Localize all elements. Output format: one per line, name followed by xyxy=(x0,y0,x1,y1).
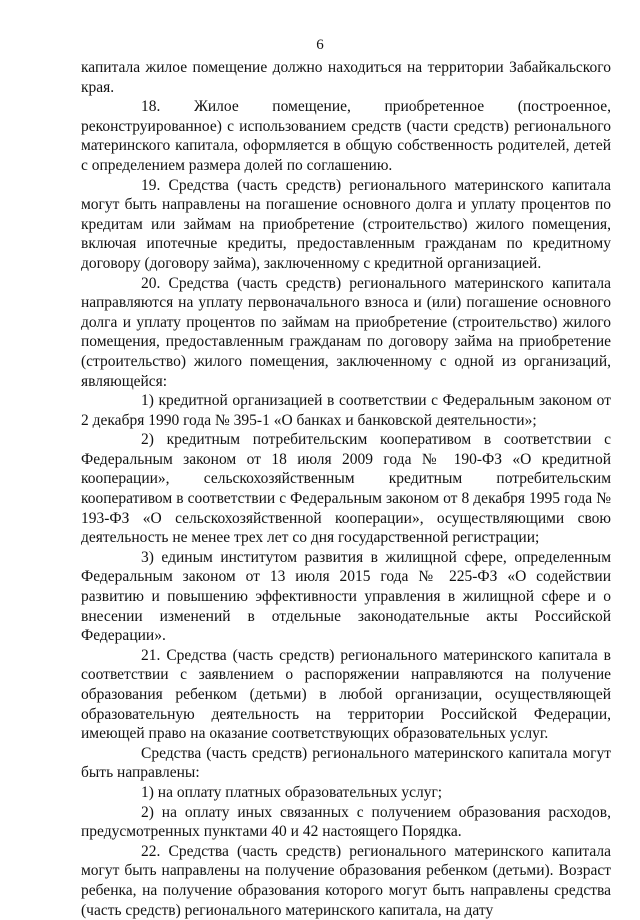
paragraph-clause-20: 20. Средства (часть средств) регионального материнского капитала направляются на уплату первоначального взноса и (или) погашение основного долга и уплату процентов по займам на приобретение (строительство) жилого помещения, предоставленным гражданам по договору займа на приобретение (строительство) жилого помещения, заключенному с одной из организаций, являющейся: xyxy=(81,274,611,390)
document-body xyxy=(81,58,611,920)
paragraph-clause-21-directions: Средства (часть средств) регионального материнского капитала могут быть направлены: xyxy=(81,744,611,782)
paragraph-clause-21: 21. Средства (часть средств) регионального материнского капитала в соответствии с заявлением о распоряжении направляются на получение образования ребенком (детьми) в любой организации, осуществляющей образовательную деятельность на территории Российской Федерации, имеющей право на оказание соответствующих образовательных услуг. xyxy=(81,646,611,743)
paragraph-clause-18: 18. Жилое помещение, приобретенное (построенное, реконструированное) с использованием средств (части средств) регионального материнского капитала, оформляется в общую собственность родителей, детей с определением размера долей по соглашению. xyxy=(81,98,611,174)
paragraph-clause-20-item-1: 1) кредитной организацией в соответствии с Федеральным законом от 2 декабря 1990 года № 395-1 «О банках и банковской деятельности»; xyxy=(81,392,611,429)
paragraph-continuation: капитала жилое помещение должно находиться на территории Забайкальского края. xyxy=(81,59,611,96)
paragraph-clause-20-item-3: 3) единым институтом развития в жилищной сфере, определенным Федеральным законом от 13 июля 2015 года № 225-ФЗ «О содействии развитию и повышению эффективности управления в жилищной сфере и о внесении изменений в отдельные законодательные акты Российской Федерации». xyxy=(81,548,611,645)
paragraph-clause-22: 22. Средства (часть средств) регионального материнского капитала могут быть направлены на получение образования ребенком (детьми). Возраст ребенка, на получение образования которого могут быть направлены средства (часть средств) регионального материнского капитала, на дату xyxy=(81,842,611,919)
paragraph-clause-21-item-2: 2) на оплату иных связанных с получением образования расходов, предусмотренных пунктами 40 и 42 настоящего Порядка. xyxy=(81,803,611,841)
page-number: 6 xyxy=(316,37,324,53)
paragraph-clause-19: 19. Средства (часть средств) регионального материнского капитала могут быть направлены на погашение основного долга и уплату процентов по кредитам или займам на приобретение (строительство) жилого помещения, включая ипотечные кредиты, предоставленным гражданам по кредитному договору (договору займа), заключенному с кредитной организацией. xyxy=(81,176,611,272)
paragraph-clause-20-item-2: 2) кредитным потребительским кооперативом в соответствии с Федеральным законом от 18 июля 2009 года № 190-ФЗ «О кредитной кооперации», сельскохозяйственным кредитным потребительским кооперативом в соответствии с Федеральным законом от 8 декабря 1995 года № 193-ФЗ «О сельскохозяйственной кооперации», осуществляющими свою деятельность не менее трех лет со дня государственной регистрации; xyxy=(81,431,611,547)
paragraph-clause-21-item-1: 1) на оплату платных образовательных услуг; xyxy=(141,783,443,801)
